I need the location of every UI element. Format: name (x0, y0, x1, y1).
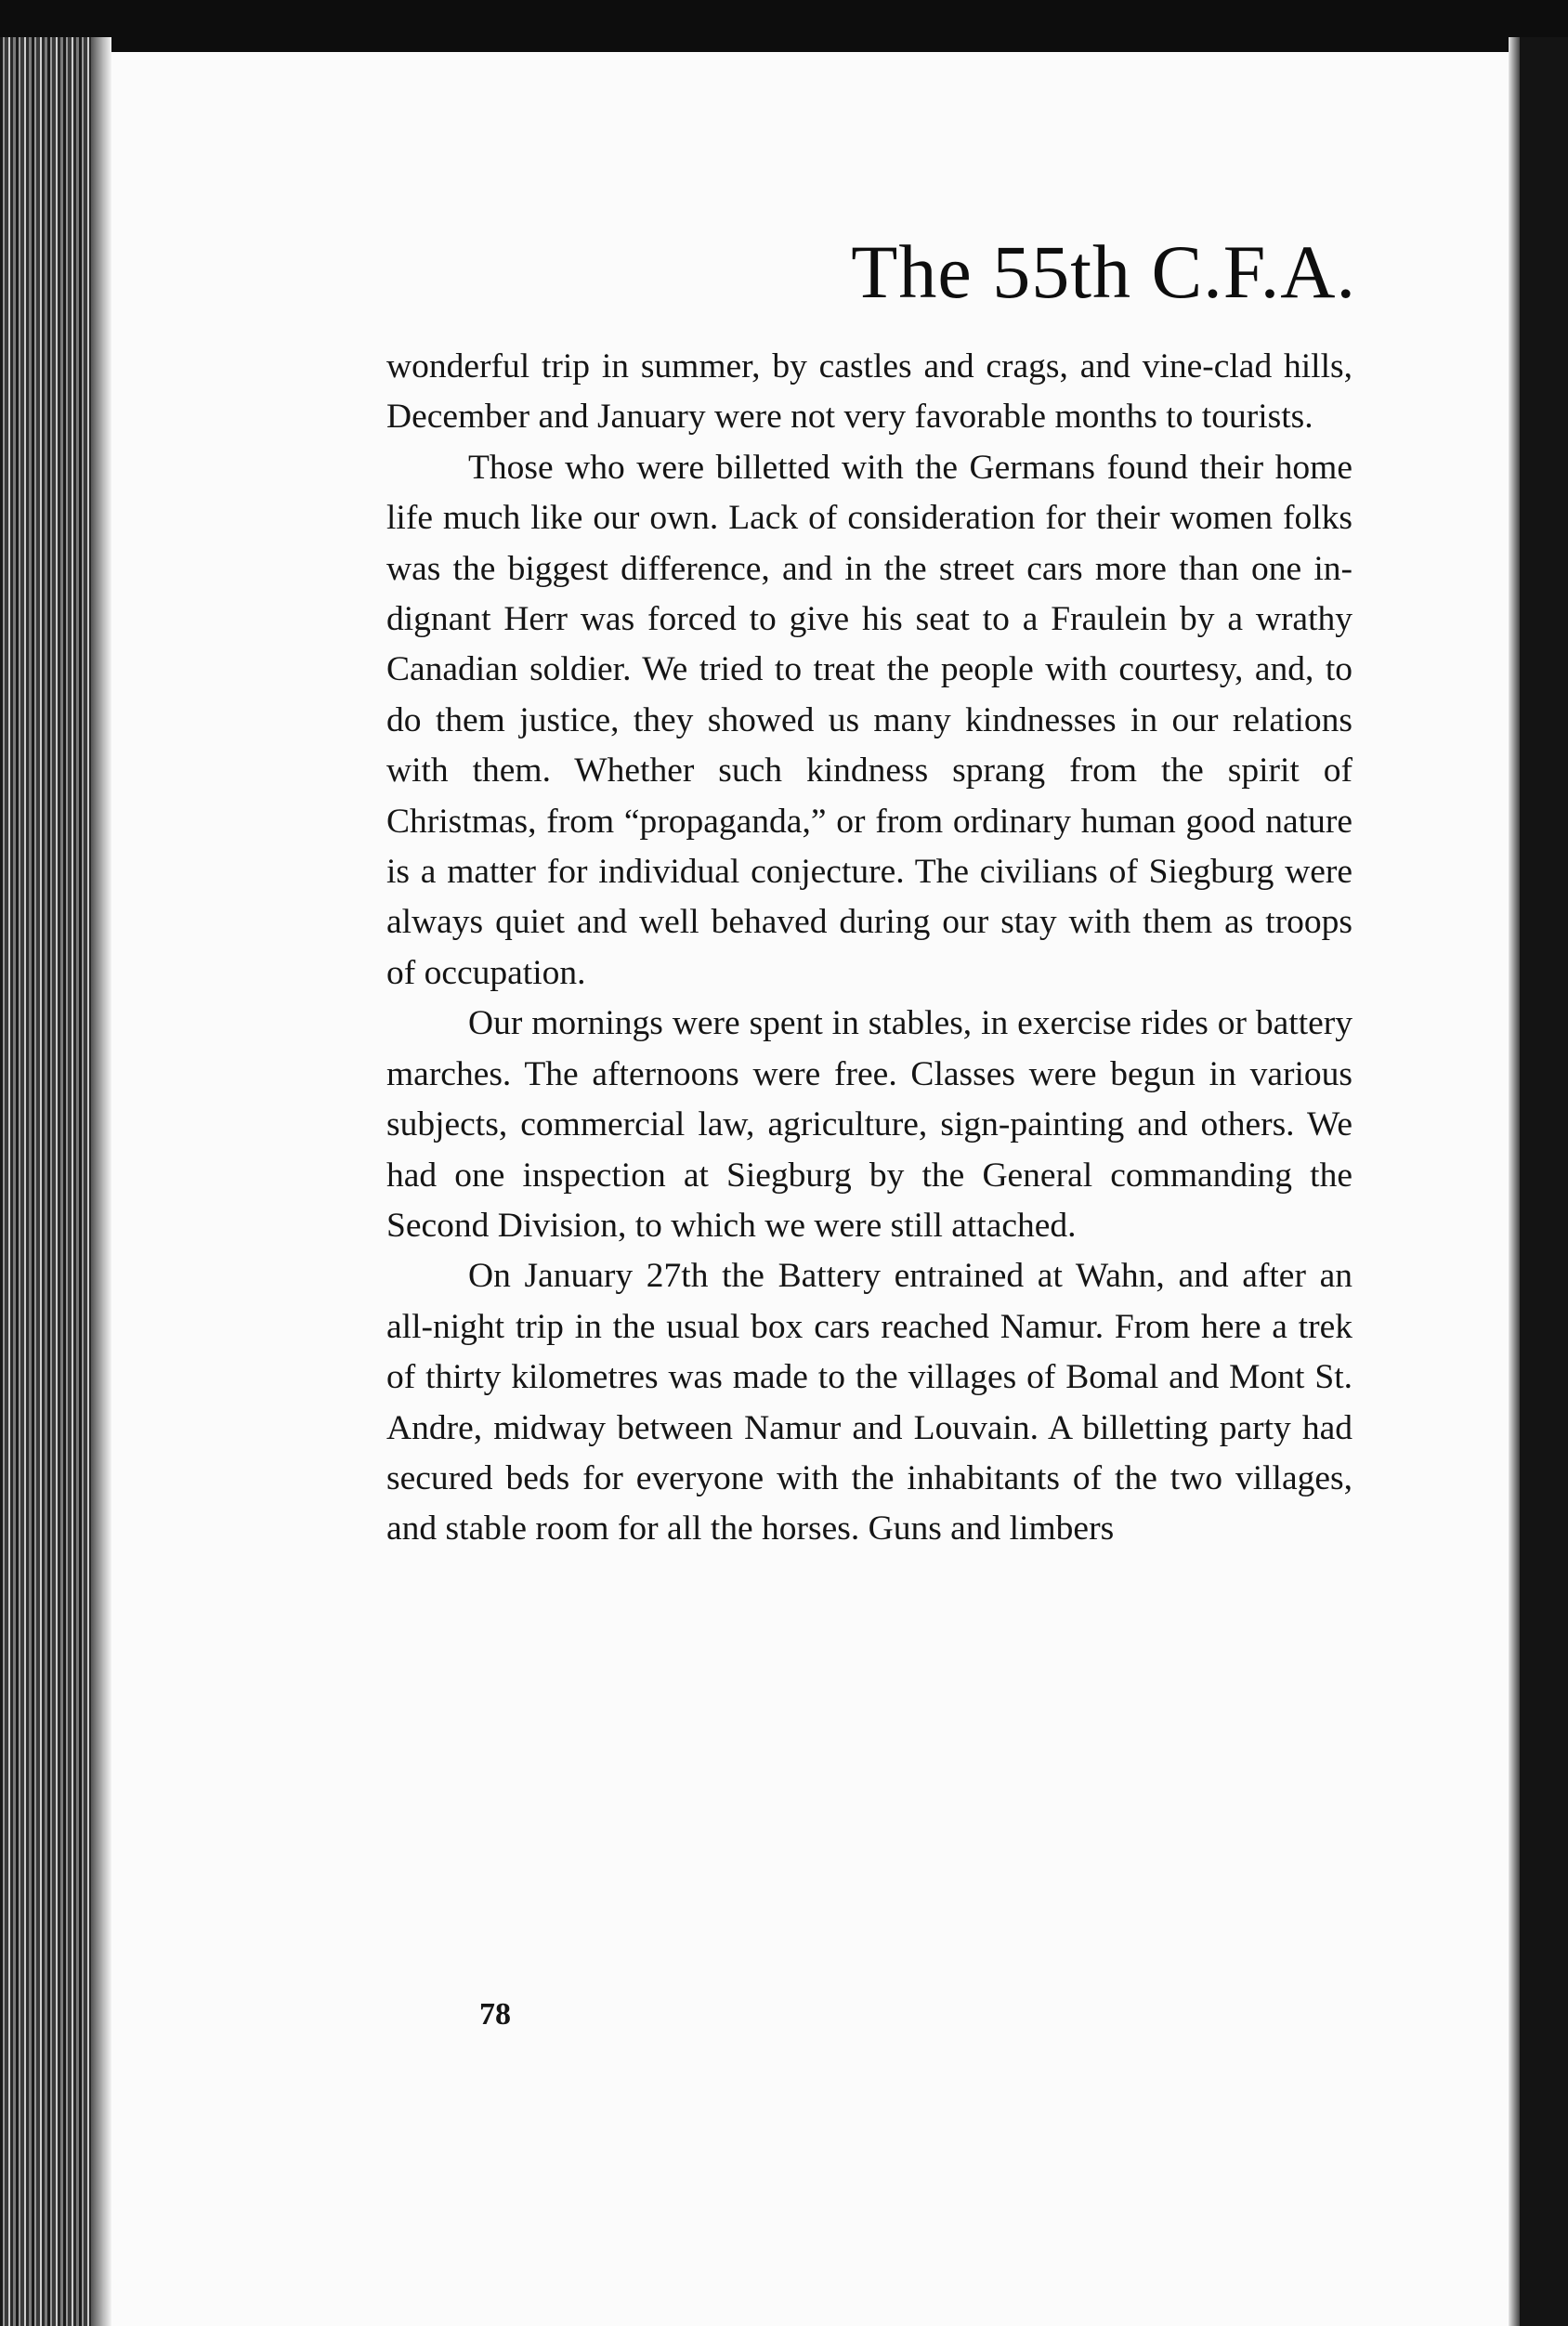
paragraph-move-to-namur: On January 27th the Battery entrained at Wahn, and after an all-night trip in the usual box cars reached Namur. From here a trek of thirty kilometres was made to the villages of Bomal and Mont St. Andre, midway between Namur and Louvain. A billetting party had secured beds for everyone with the inhabitants of the two villages, and stable room for all the horses. Guns and limbers (386, 1257, 1352, 1548)
book-page-edges (0, 37, 111, 2326)
scanner-top-border (0, 0, 1568, 54)
page-number: 78 (479, 1997, 511, 2032)
paragraph-billets: Those who were billetted with the Germans found their home life much like our own. Lack of consideration for their women folks was the biggest difference, and in the street cars more than one indignant Herr was forced to give his seat to a Fraulein by a wrathy Canadian soldier. We tried to treat the people with courtesy, and, to do them justice, they showed us many kindnesses in our relations with them. Whether such kindness sprang from the spirit of Christmas, from “propaganda,” or from ordinary human good nature is a matter for individual conjecture. The civilians of Siegburg were always quiet and well behaved during our stay with them as troops of occupation. (386, 448, 1352, 992)
paragraph-continued: wonderful trip in summer, by castles and crags, and vine-clad hills, December and January were not very favorable months to tourists. (386, 347, 1352, 437)
scanner-right-border (1509, 37, 1568, 2326)
running-head: The 55th C.F.A. (851, 229, 1356, 314)
paragraph-daily-routine: Our mornings were spent in stables, in exercise rides or battery marches. The afternoons were free. Classes were begun in various subjects, commercial law, agriculture, sign-painting and others. We had one inspection at Siegburg by the General commanding the Second Division, to which we were still attached. (386, 1004, 1352, 1245)
body-text (386, 342, 1352, 1555)
